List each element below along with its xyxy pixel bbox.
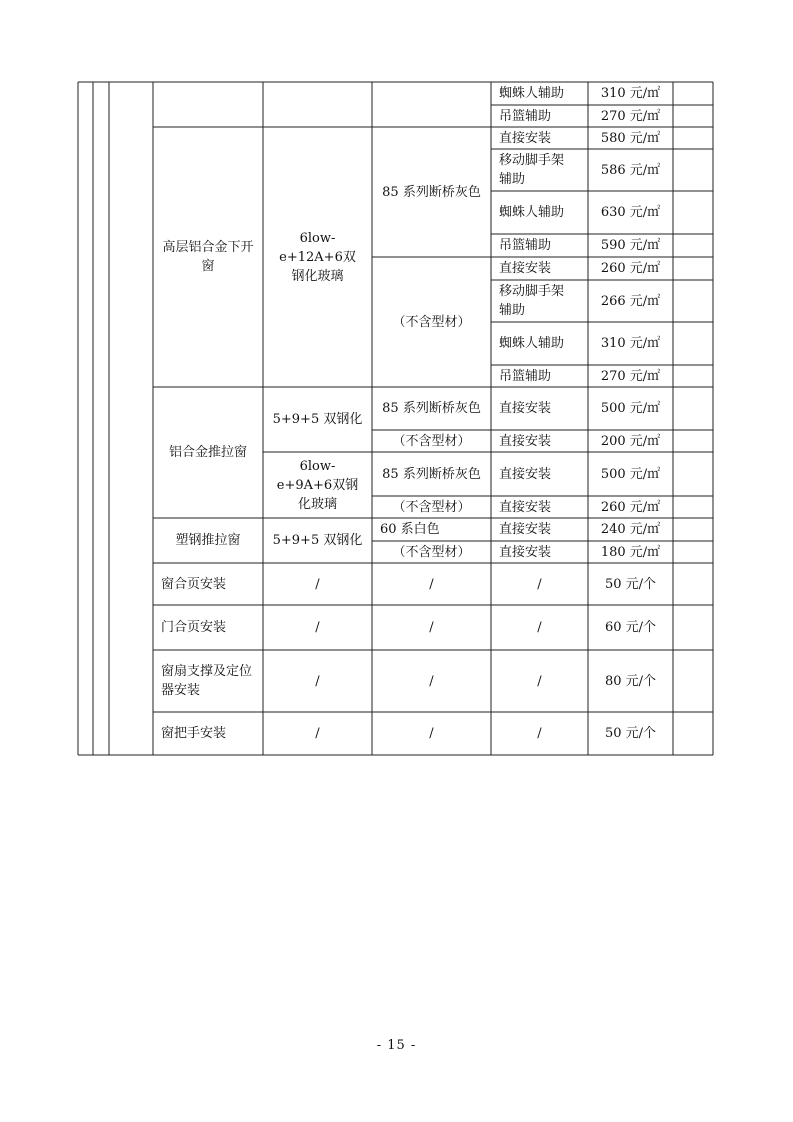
method-cell: 移动脚手架辅助 xyxy=(499,153,565,187)
method-cell: 直接安装 xyxy=(499,401,552,416)
spec-cell: / xyxy=(429,576,434,592)
spec-cell: / xyxy=(537,726,542,741)
item-name-cell: 窗合页安装 xyxy=(161,576,227,592)
profile-cell: （不含型材） xyxy=(392,544,471,560)
method-cell: 直接安装 xyxy=(499,130,552,146)
price-cell: 310 元/㎡ xyxy=(600,336,661,351)
price-cell: 630 元/㎡ xyxy=(600,205,661,220)
profile-cell: 85 系列断桥灰色 xyxy=(382,466,481,482)
price-cell: 240 元/㎡ xyxy=(600,522,661,537)
glass-spec-cell: 5+9+5 双钢化 xyxy=(272,533,363,548)
profile-cell: 60 系白色 xyxy=(380,522,440,537)
price-cell: 500 元/㎡ xyxy=(600,466,661,482)
glass-spec-cell: 5+9+5 双钢化 xyxy=(272,412,363,427)
price-cell: 260 元/㎡ xyxy=(600,499,661,515)
glass-spec-cell: 6low-e+9A+6双钢化玻璃 xyxy=(276,458,359,512)
item-name-cell: 窗把手安装 xyxy=(161,726,227,741)
price-cell: 310 元/㎡ xyxy=(600,86,661,101)
profile-cell: 85 系列断桥灰色 xyxy=(382,184,481,200)
method-cell: 移动脚手架辅助 xyxy=(499,284,565,318)
spec-cell: / xyxy=(429,620,434,635)
price-cell: 270 元/㎡ xyxy=(600,368,661,384)
profile-cell: （不含型材） xyxy=(392,499,471,515)
method-cell: 直接安装 xyxy=(499,433,552,449)
method-cell: 直接安装 xyxy=(499,544,552,560)
price-cell: 260 元/㎡ xyxy=(600,261,661,276)
price-cell: 270 元/㎡ xyxy=(600,108,661,124)
method-cell: 蜘蛛人辅助 xyxy=(499,205,565,220)
method-cell: 吊篮辅助 xyxy=(499,108,552,124)
spec-cell: / xyxy=(315,673,320,689)
price-cell: 500 元/㎡ xyxy=(600,401,661,416)
spec-cell: / xyxy=(315,726,320,741)
method-cell: 直接安装 xyxy=(499,261,552,276)
price-cell: 580 元/㎡ xyxy=(600,130,661,146)
price-cell: 590 元/㎡ xyxy=(600,238,661,253)
spec-cell: / xyxy=(537,673,542,689)
price-cell: 60 元/个 xyxy=(604,620,657,635)
method-cell: 蜘蛛人辅助 xyxy=(499,86,565,101)
spec-cell: / xyxy=(315,620,320,635)
window-type-cell: 塑钢推拉窗 xyxy=(175,533,241,548)
method-cell: 直接安装 xyxy=(499,466,552,482)
spec-cell: / xyxy=(429,673,434,689)
spec-cell: / xyxy=(537,620,542,635)
window-type-cell: 高层铝合金下开窗 xyxy=(162,240,254,274)
price-cell: 586 元/㎡ xyxy=(600,162,661,178)
item-name-cell: 窗扇支撑及定位器安装 xyxy=(161,664,253,698)
method-cell: 吊篮辅助 xyxy=(499,368,552,384)
price-cell: 266 元/㎡ xyxy=(600,293,661,309)
method-cell: 直接安装 xyxy=(499,499,552,515)
price-cell: 50 元/个 xyxy=(604,726,657,741)
item-name-cell: 门合页安装 xyxy=(161,620,227,635)
price-cell: 200 元/㎡ xyxy=(600,433,661,449)
price-cell: 50 元/个 xyxy=(604,576,657,592)
glass-spec-cell: 6low-e+12A+6双钢化玻璃 xyxy=(279,230,356,284)
spec-cell: / xyxy=(537,576,542,592)
profile-cell: （不含型材） xyxy=(392,314,471,330)
profile-cell: 85 系列断桥灰色 xyxy=(382,401,481,416)
price-cell: 180 元/㎡ xyxy=(600,544,661,560)
page-number: - 15 - xyxy=(376,1038,417,1053)
method-cell: 吊篮辅助 xyxy=(499,238,552,253)
method-cell: 蜘蛛人辅助 xyxy=(499,336,565,351)
price-cell: 80 元/个 xyxy=(604,673,657,689)
spec-cell: / xyxy=(315,576,320,592)
spec-cell: / xyxy=(429,726,434,741)
method-cell: 直接安装 xyxy=(499,522,552,537)
window-type-cell: 铝合金推拉窗 xyxy=(168,445,247,460)
profile-cell: （不含型材） xyxy=(392,433,471,449)
